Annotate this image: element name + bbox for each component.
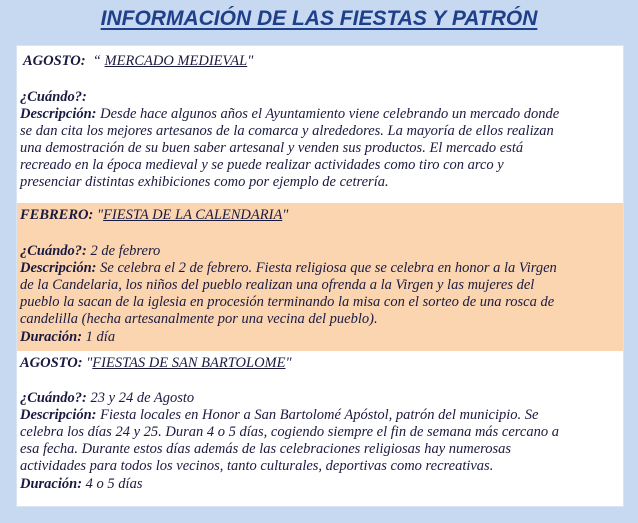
event-when [20, 243, 160, 260]
event-description-line: actividades para todos los vecinos, tanto culturales, deportivas como recreativas. [20, 458, 494, 474]
event-description-line: candelilla (hecha artesanalmente por una vecina del pueblo). [20, 311, 378, 327]
event-heading [20, 207, 288, 224]
event-when [20, 390, 194, 407]
event-name: FIESTAS DE SAN BARTOLOME [92, 355, 286, 371]
description-label: Descripción: [20, 407, 97, 423]
description-text: Fiesta locales en Honor a San Bartolomé Apóstol, patrón del municipio. Se [100, 407, 539, 423]
event-description-line: recreado en la época medieval y se puede realizar actividades como tiro con arco y [20, 157, 504, 173]
when-value: 23 y 24 de Agosto [90, 390, 195, 406]
duration-label: Duración: [20, 476, 83, 492]
event-fiestas-san-bartolome [17, 351, 623, 507]
event-name-close-quote: " [285, 355, 292, 371]
when-label: ¿Cuándo?: [20, 89, 87, 105]
duration-label: Duración: [20, 329, 83, 345]
event-description-line: celebra los días 24 y 25. Duran 4 o 5 días, cogiendo siempre el fin de semana más cercano a [20, 424, 559, 440]
page-title: INFORMACIÓN DE LAS FIESTAS Y PATRÓN [100, 7, 538, 30]
event-name-open-quote: “ [92, 53, 101, 69]
event-description-line: se dan cita los mejores artesanos de la comarca y alrededores. La mayoría de ellos realizan [20, 123, 554, 139]
fiestas-panel [16, 45, 624, 507]
when-value: 2 de febrero [90, 243, 161, 259]
event-name-close-quote: " [282, 207, 289, 223]
event-name-open-quote: " [96, 207, 104, 223]
event-heading [20, 355, 292, 372]
when-label: ¿Cuándo?: [20, 243, 87, 259]
event-description-line: una demostración de su buen saber artesanal y venden sus productos. El mercado está [20, 140, 524, 156]
description-text: Se celebra el 2 de febrero. Fiesta religiosa que se celebra en honor a la Virgen [100, 260, 557, 276]
event-fiesta-calendaria [17, 203, 623, 351]
event-month: FEBRERO: [20, 207, 94, 223]
event-when [20, 89, 87, 106]
event-description-line [20, 106, 559, 123]
event-description-line [20, 407, 538, 424]
duration-value: 4 o 5 días [85, 476, 143, 492]
event-description-line: de la Candelaria, los niños del pueblo realizan una ofrenda a la Virgen y las mujeres del [20, 277, 535, 293]
event-description-line: presenciar distintas exhibiciones como por ejemplo de cetrería. [20, 174, 389, 190]
event-month: AGOSTO: [23, 53, 86, 69]
event-duration [20, 476, 142, 493]
event-description-line: esa fecha. Durante estos días además de las celebraciones religiosas hay numerosas [20, 441, 512, 457]
event-name-close-quote: " [247, 53, 254, 69]
description-label: Descripción: [20, 260, 97, 276]
event-mercado-medieval [17, 46, 623, 203]
when-label: ¿Cuándo?: [20, 390, 87, 406]
event-name-open-quote: " [86, 355, 93, 371]
event-month: AGOSTO: [20, 355, 83, 371]
duration-value: 1 día [85, 329, 116, 345]
event-name: FIESTA DE LA CALENDARIA [103, 207, 283, 223]
description-text: Desde hace algunos años el Ayuntamiento viene celebrando un mercado donde [100, 106, 560, 122]
event-name: MERCADO MEDIEVAL [104, 53, 248, 69]
event-duration [20, 329, 115, 346]
event-description-line: pueblo la sacan de la iglesia en procesión terminando la misa con el sorteo de una rosca de [20, 294, 555, 310]
event-heading [23, 53, 253, 70]
event-description-line [20, 260, 557, 277]
description-label: Descripción: [20, 106, 97, 122]
